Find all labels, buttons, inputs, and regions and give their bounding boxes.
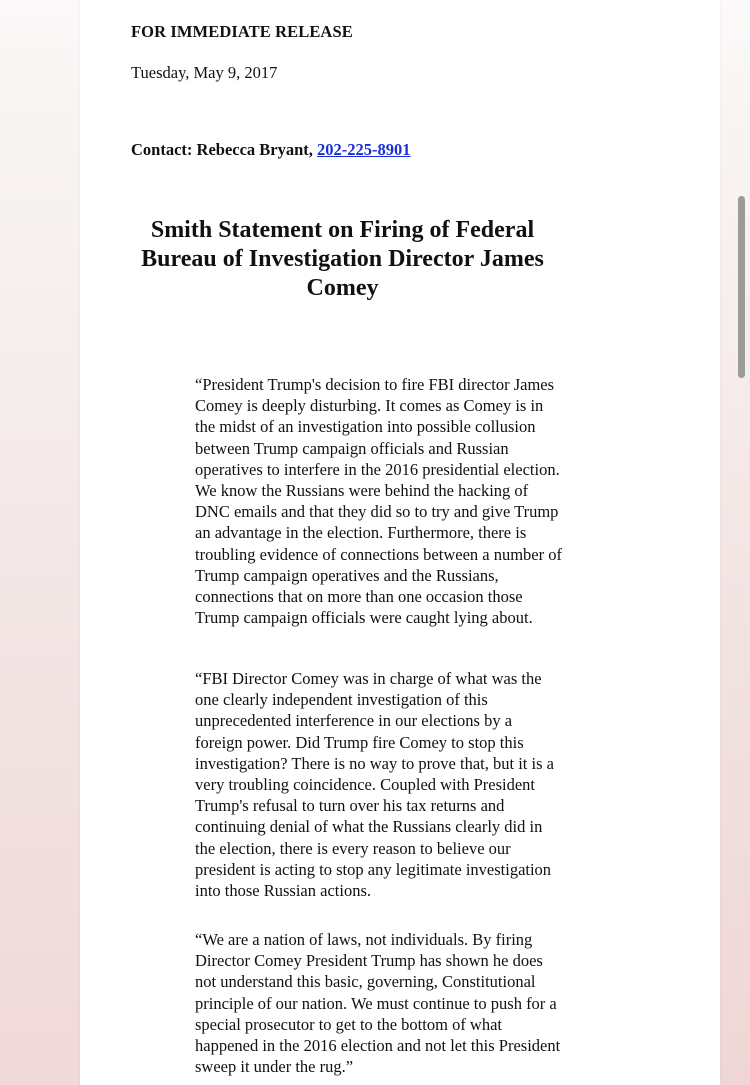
statement-paragraph-3: “We are a nation of laws, not individuals. By firing Director Comey President Trump has shown he does not understand this basic, governing, Constitutional principle of our nation. We must continue to push for a special prosecutor to get to the bottom of what happened in the 2016 election and not let this President sweep it under the rug.”	[195, 930, 561, 1077]
release-date: Tuesday, May 9, 2017	[131, 63, 278, 82]
statement-title: Smith Statement on Firing of Federal Bureau of Investigation Director James Comey	[141, 217, 544, 301]
release-label: FOR IMMEDIATE RELEASE	[131, 22, 353, 41]
statement-paragraph-1: “President Trump's decision to fire FBI director James Comey is deeply disturbing. It comes as Comey is in the midst of an investigation into possible collusion between Trump campaign officials and Russian operatives to interfere in the 2016 presidential election. We know the Russians were behind the hacking of DNC emails and that they did so to try and give Trump an advantage in the election. Furthermore, there is troubling evidence of connections between a number of Trump campaign operatives and the Russians, connections that on more than one occasion those Trump campaign officials were caught lying about.	[195, 375, 562, 628]
contact-line	[131, 140, 411, 160]
contact-label: Contact: Rebecca Bryant,	[131, 140, 313, 159]
right-margin-background	[720, 0, 750, 1085]
contact-phone-link[interactable]: 202-225-8901	[317, 140, 411, 159]
scrollbar-thumb[interactable]	[738, 196, 745, 378]
statement-paragraph-2: “FBI Director Comey was in charge of what was the one clearly independent investigation of this unprecedented interference in our elections by a foreign power. Did Trump fire Comey to stop this investigation? There is no way to prove that, but it is a very troubling coincidence. Coupled with President Trump's refusal to turn over his tax returns and continuing denial of what the Russians clearly did in the election, there is every reason to believe our president is acting to stop any legitimate investigation into those Russian actions.	[195, 669, 554, 901]
left-margin-background	[0, 0, 80, 1085]
